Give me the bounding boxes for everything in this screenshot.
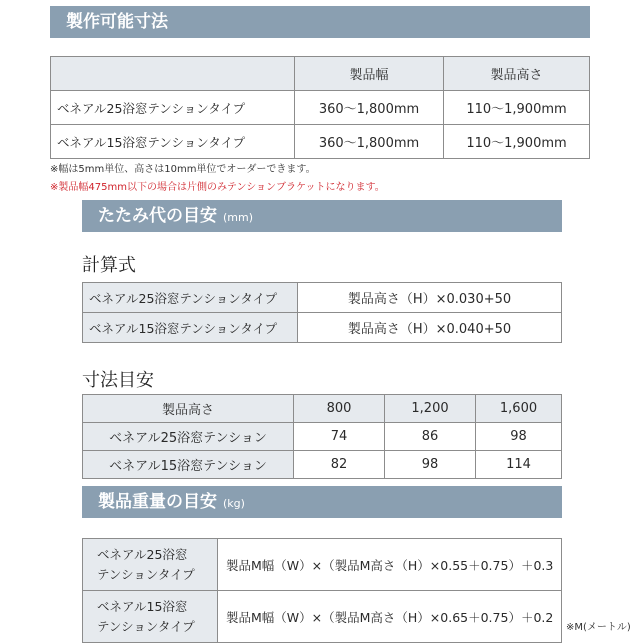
row-height: 110～1,900mm [444,125,590,159]
row-height: 110～1,900mm [444,91,590,125]
table-row [83,283,562,313]
weight-row-name [83,591,218,643]
formula-value: 製品高さ（H）×0.030+50 [298,283,562,313]
formula-name: ベネアル15浴窓テンションタイプ [83,313,298,343]
guide-value: 74 [294,423,385,451]
sizes-note-increment: ※幅は5mm単位、高さは10mm単位でオーダーできます。 [50,164,316,175]
guide-value: 86 [385,423,476,451]
weight-formula: 製品M幅（W）×（製品M高さ（H）×0.55＋0.75）＋0.3 [218,539,562,591]
table-row [83,451,562,479]
row-name: ベネアル25浴窓テンションタイプ [51,91,295,125]
weight-title: 製品重量の目安 [98,492,217,512]
guide-value: 114 [476,451,562,479]
section-title-weight [82,486,562,518]
table-row [83,395,562,423]
weight-formula: 製品M幅（W）×（製品M高さ（H）×0.65＋0.75）＋0.2 [218,591,562,643]
guide-row-name: ベネアル15浴窓テンション [83,451,294,479]
sizes-header-blank [51,57,295,91]
guide-heading: 寸法目安 [82,370,154,391]
guide-header-1600: 1,600 [476,395,562,423]
weight-row-name [83,539,218,591]
weight-name-line2: テンションタイプ [97,566,195,582]
row-width: 360～1,800mm [295,91,444,125]
table-row [83,539,562,591]
sizes-table [50,56,590,159]
sizes-note-bracket: ※製品幅475mm以下の場合は片側のみテンションブラケットになります。 [50,182,385,193]
weight-name-line1: ベネアル25浴窓 [97,546,188,562]
table-row [83,423,562,451]
row-width: 360～1,800mm [295,125,444,159]
guide-header-1200: 1,200 [385,395,476,423]
table-row [83,591,562,643]
section-title-sizes [50,6,590,38]
section-title-fold [82,200,562,232]
table-row [51,125,590,159]
fold-guide-table [82,394,562,479]
formula-value: 製品高さ（H）×0.040+50 [298,313,562,343]
guide-value: 82 [294,451,385,479]
guide-value: 98 [476,423,562,451]
guide-header-height: 製品高さ [83,395,294,423]
fold-unit: (mm) [223,211,254,224]
sizes-title: 製作可能寸法 [66,12,168,32]
formula-name: ベネアル25浴窓テンションタイプ [83,283,298,313]
guide-row-name: ベネアル25浴窓テンション [83,423,294,451]
row-name: ベネアル15浴窓テンションタイプ [51,125,295,159]
weight-note-meter: ※M(メートル) [566,622,631,633]
fold-title: たたみ代の目安 [98,206,217,226]
weight-name-line1: ベネアル15浴窓 [97,598,188,614]
fold-formula-table [82,282,562,343]
sizes-header-height: 製品高さ [444,57,590,91]
table-row [51,91,590,125]
formula-heading: 計算式 [82,255,136,276]
weight-unit: (kg) [223,497,245,510]
sizes-header-width: 製品幅 [295,57,444,91]
table-row [83,313,562,343]
weight-table [82,538,562,643]
guide-header-800: 800 [294,395,385,423]
weight-name-line2: テンションタイプ [97,618,195,634]
guide-value: 98 [385,451,476,479]
